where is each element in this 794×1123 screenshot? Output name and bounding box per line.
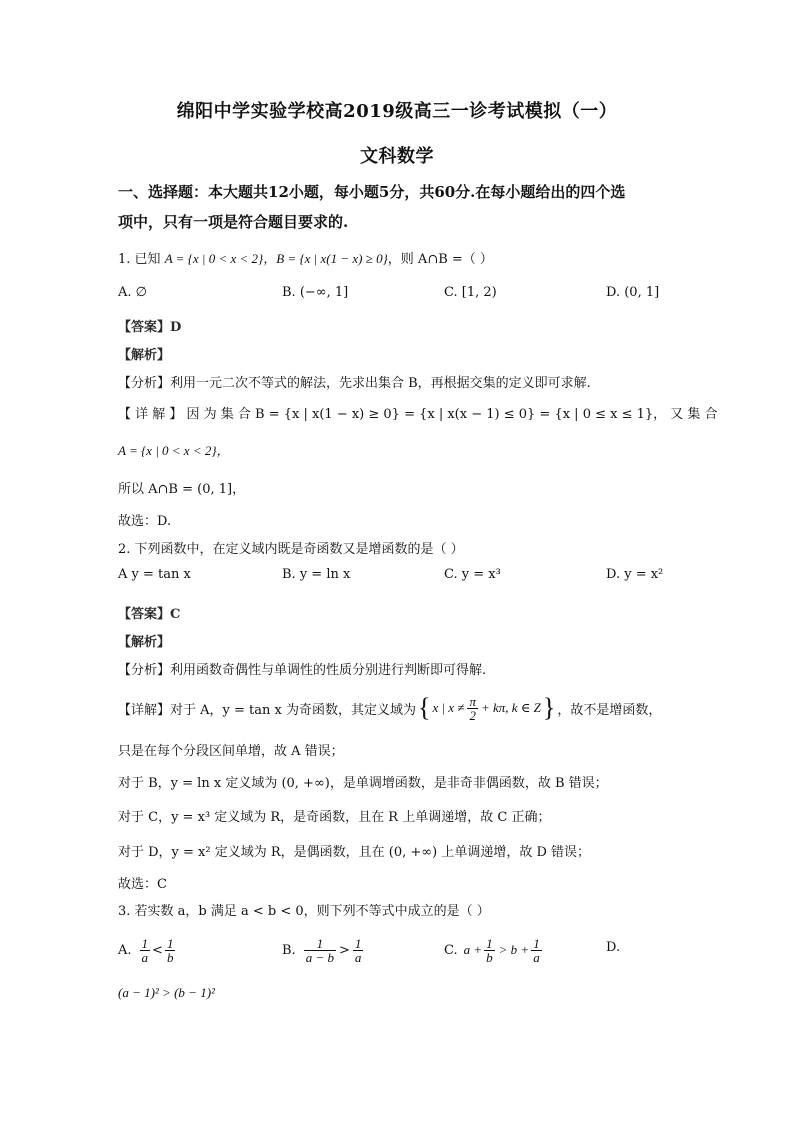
q2-detail-5: 对于 D，y = x² 定义域为 R，是偶函数，且在 (0, +∞) 上单调递增，故 D 错误； bbox=[118, 845, 591, 860]
q1-jiexi: 【解析】 bbox=[118, 348, 171, 363]
fraction-denominator: a − b bbox=[305, 949, 334, 965]
q1-set-a: A = {x | 0 < x < 2} bbox=[164, 251, 264, 266]
fraction-denominator: a bbox=[533, 949, 540, 965]
q1-detail-2: A = {x | 0 < x < 2}， bbox=[118, 443, 230, 458]
fraction-denominator: a bbox=[354, 949, 362, 965]
set-close-brace: } bbox=[542, 693, 556, 722]
q3-option-b bbox=[282, 930, 363, 970]
less-than-sign: < bbox=[152, 942, 163, 958]
fraction-denominator: b bbox=[486, 949, 493, 965]
section-heading-line1: 一、选择题：本大题共12小题，每小题5分，共60分.在每小题给出的四个选 bbox=[118, 183, 626, 201]
q3-option-a bbox=[118, 930, 175, 970]
pi-over-two-fraction bbox=[467, 695, 478, 722]
q2-detail-4: 对于 C，y = x³ 定义域为 R，是奇函数，且在 R 上单调递增，故 C 正确； bbox=[118, 810, 551, 825]
q2-option-b: B. y = ln x bbox=[282, 567, 351, 582]
one-over-b-fraction bbox=[484, 937, 495, 964]
one-over-a-fraction bbox=[353, 937, 364, 964]
one-over-a-fraction bbox=[140, 937, 151, 964]
q2-set-pre: x | x ≠ bbox=[432, 700, 465, 715]
q2-jiexi: 【解析】 bbox=[118, 635, 171, 650]
q2-answer: 【答案】C bbox=[118, 607, 181, 622]
q3-c-pre: a + bbox=[463, 942, 483, 957]
q2-option-c: C. y = x³ bbox=[444, 567, 501, 582]
fraction-numerator: 1 bbox=[166, 935, 174, 951]
q2-set-post: + kπ, k ∈ Z bbox=[480, 700, 541, 715]
q3-option-d-label: D. bbox=[606, 940, 621, 955]
fraction-numerator: 1 bbox=[486, 935, 493, 951]
q1-ask: ，则 A∩B =（ ） bbox=[387, 252, 493, 267]
q2-detail-1-tail: ，故不是增函数， bbox=[557, 702, 662, 718]
fraction-denominator: b bbox=[166, 949, 174, 965]
q2-detail-2: 只是在每个分段区间单增，故 A 错误； bbox=[118, 744, 344, 759]
q1-detail-1: 【 详 解 】 因 为 集 合 B = {x | x(1 − x) ≥ 0} = {x | x(x − 1) ≤ 0} = {x | 0 ≤ x ≤ 1}， 又 集 合 bbox=[118, 407, 718, 422]
q3-option-c-label: C. bbox=[444, 942, 458, 958]
fraction-numerator: 1 bbox=[533, 935, 540, 951]
q3-stem: 3. 若实数 a，b 满足 a < b < 0，则下列不等式中成立的是（ ） bbox=[118, 904, 490, 919]
q1-option-b: B. (−∞, 1] bbox=[282, 285, 349, 300]
one-over-a-fraction bbox=[531, 937, 542, 964]
q3-option-d-expression: (a − 1)² > (b − 1)² bbox=[118, 985, 215, 1000]
q2-option-a: A y = tan x bbox=[118, 567, 191, 582]
q2-conclusion: 故选：C bbox=[118, 877, 167, 892]
q1-set-b: ，B = {x | x(1 − x) ≥ 0} bbox=[263, 251, 388, 266]
page-title: 绵阳中学实验学校高2019级高三一诊考试模拟（一） bbox=[176, 101, 618, 122]
q1-answer: 【答案】D bbox=[118, 320, 182, 335]
section-heading-line2: 项中，只有一项是符合题目要求的. bbox=[118, 213, 349, 231]
fraction-numerator: 1 bbox=[316, 935, 324, 951]
q1-stem-text: 1. 已知 bbox=[118, 252, 161, 267]
q1-option-d: D. (0, 1] bbox=[606, 285, 660, 300]
q1-fenxi: 【分析】利用一元二次不等式的解法，先求出集合 B，再根据交集的定义即可求解. bbox=[118, 376, 591, 391]
q3-option-c bbox=[444, 930, 542, 970]
fraction-denominator: 2 bbox=[467, 708, 478, 722]
greater-than-sign: > bbox=[338, 942, 350, 958]
q1-option-a: A. ∅ bbox=[118, 285, 147, 300]
q1-conclusion: 故选：D. bbox=[118, 514, 172, 529]
fraction-numerator: π bbox=[469, 693, 476, 709]
q3-c-mid: > b + bbox=[498, 942, 530, 957]
q2-fenxi: 【分析】利用函数奇偶性与单调性的性质分别进行判断即可得解. bbox=[118, 663, 487, 678]
fraction-numerator: 1 bbox=[141, 935, 149, 951]
q2-detail-1 bbox=[118, 690, 661, 726]
q2-detail-3: 对于 B，y = ln x 定义域为 (0, +∞)，是单调增函数，是非奇非偶函数，故 B 错误； bbox=[118, 776, 608, 791]
q1-detail-3: 所以 A∩B = (0, 1]， bbox=[118, 482, 246, 497]
fraction-numerator: 1 bbox=[354, 935, 362, 951]
one-over-a-minus-b-fraction bbox=[304, 937, 336, 964]
q2-option-d: D. y = x² bbox=[606, 567, 664, 582]
page-subtitle: 文科数学 bbox=[360, 146, 434, 167]
q2-detail-1-lead: 【详解】对于 A，y = tan x 为奇函数，其定义域为 bbox=[118, 702, 416, 718]
q1-stem bbox=[118, 248, 493, 267]
one-over-b-fraction bbox=[165, 937, 176, 964]
q3-option-b-label: B. bbox=[282, 942, 296, 958]
set-open-brace: { bbox=[417, 693, 431, 722]
fraction-denominator: a bbox=[141, 949, 149, 965]
q3-option-a-label: A. bbox=[118, 942, 132, 958]
q2-stem: 2. 下列函数中，在定义域内既是奇函数又是增函数的是（ ） bbox=[118, 542, 464, 557]
q1-option-c: C. [1, 2) bbox=[444, 285, 497, 300]
